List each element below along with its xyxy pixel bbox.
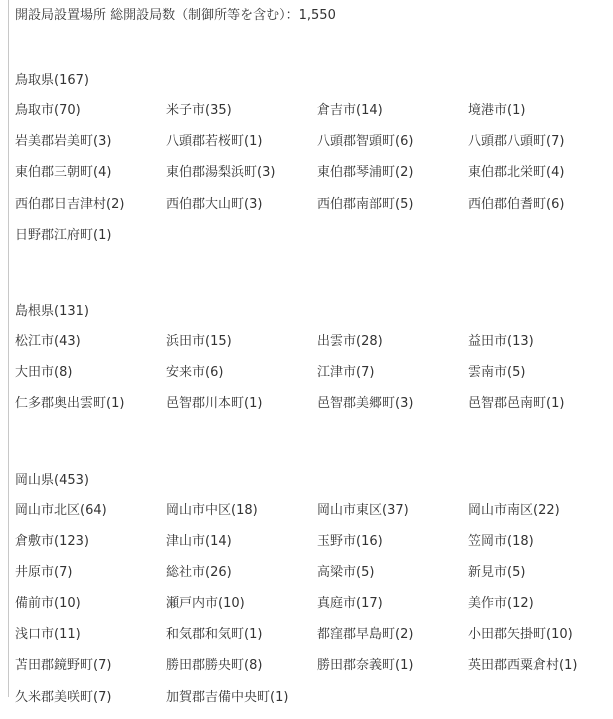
place-entry: 西伯郡伯耆町(6) — [468, 196, 565, 212]
place-entry: 都窪郡早島町(2) — [317, 627, 414, 643]
place-entry: 八頭郡若桜町(1) — [166, 134, 263, 150]
place-entry: 英田郡西粟倉村(1) — [468, 658, 578, 674]
place-entry: 岡山市北区(64) — [15, 502, 107, 518]
place-entry: 日野郡江府町(1) — [15, 227, 112, 243]
place-entry: 米子市(35) — [166, 103, 232, 118]
content-area — [15, 0, 613, 719]
place-entry: 大田市(8) — [15, 365, 73, 381]
prefecture-heading: 島根県(131) — [15, 303, 89, 319]
place-entry: 境港市(1) — [468, 103, 526, 118]
place-entry: 益田市(13) — [468, 333, 534, 349]
place-entry: 真庭市(17) — [317, 596, 383, 612]
place-entry: 美作市(12) — [468, 596, 534, 612]
prefecture-heading: 鳥取県(167) — [15, 73, 89, 88]
place-entry: 仁多郡奥出雲町(1) — [15, 396, 125, 412]
place-entry: 井原市(7) — [15, 564, 73, 580]
place-entry: 邑智郡川本町(1) — [166, 396, 263, 412]
place-entry: 東伯郡湯梨浜町(3) — [166, 165, 276, 181]
prefecture-heading: 岡山県(453) — [15, 472, 89, 488]
left-border-line — [8, 0, 9, 697]
place-entry: 和気郡和気町(1) — [166, 627, 263, 643]
place-entry: 勝田郡勝央町(8) — [166, 658, 263, 674]
place-list — [15, 101, 613, 257]
place-entry: 浜田市(15) — [166, 333, 232, 349]
place-entry: 邑智郡邑南町(1) — [468, 396, 565, 412]
prefecture-block-tottori — [15, 71, 613, 257]
place-entry: 八頭郡智頭町(6) — [317, 134, 414, 150]
place-entry: 加賀郡吉備中央町(1) — [166, 689, 289, 705]
place-list — [15, 501, 613, 719]
place-entry: 岡山市東区(37) — [317, 502, 409, 518]
place-list — [15, 332, 613, 426]
place-entry: 八頭郡八頭町(7) — [468, 134, 565, 150]
place-entry: 松江市(43) — [15, 333, 81, 349]
place-entry: 新見市(5) — [468, 564, 526, 580]
place-entry: 久米郡美咲町(7) — [15, 689, 112, 705]
place-entry: 瀬戸内市(10) — [166, 596, 245, 612]
place-entry: 江津市(7) — [317, 365, 375, 381]
place-entry: 倉吉市(14) — [317, 103, 383, 118]
place-entry: 雲南市(5) — [468, 365, 526, 381]
place-entry: 岡山市南区(22) — [468, 502, 560, 518]
place-entry: 出雲市(28) — [317, 333, 383, 349]
prefecture-block-shimane — [15, 302, 613, 426]
place-entry: 安来市(6) — [166, 365, 224, 381]
place-entry: 西伯郡日吉津村(2) — [15, 196, 125, 212]
place-entry: 東伯郡三朝町(4) — [15, 165, 112, 181]
place-entry: 備前市(10) — [15, 596, 81, 612]
place-entry: 西伯郡南部町(5) — [317, 196, 414, 212]
place-entry: 勝田郡奈義町(1) — [317, 658, 414, 674]
place-entry: 倉敷市(123) — [15, 533, 89, 549]
place-entry: 高梁市(5) — [317, 564, 375, 580]
place-entry: 浅口市(11) — [15, 627, 81, 643]
place-entry: 東伯郡琴浦町(2) — [317, 165, 414, 181]
place-entry: 岩美郡岩美町(3) — [15, 134, 112, 150]
place-entry: 笠岡市(18) — [468, 533, 534, 549]
station-count-summary: 開設局設置場所 総開設局数（制御所等を含む）：1,550 — [15, 8, 336, 23]
place-entry: 総社市(26) — [166, 564, 232, 580]
place-entry: 津山市(14) — [166, 533, 232, 549]
place-entry: 玉野市(16) — [317, 533, 383, 549]
place-entry: 岡山市中区(18) — [166, 502, 258, 518]
place-entry: 東伯郡北栄町(4) — [468, 165, 565, 181]
place-entry: 小田郡矢掛町(10) — [468, 627, 573, 643]
prefecture-block-okayama — [15, 471, 613, 719]
place-entry: 西伯郡大山町(3) — [166, 196, 263, 212]
place-entry: 鳥取市(70) — [15, 103, 81, 118]
place-entry: 苫田郡鏡野町(7) — [15, 658, 112, 674]
place-entry: 邑智郡美郷町(3) — [317, 396, 414, 412]
